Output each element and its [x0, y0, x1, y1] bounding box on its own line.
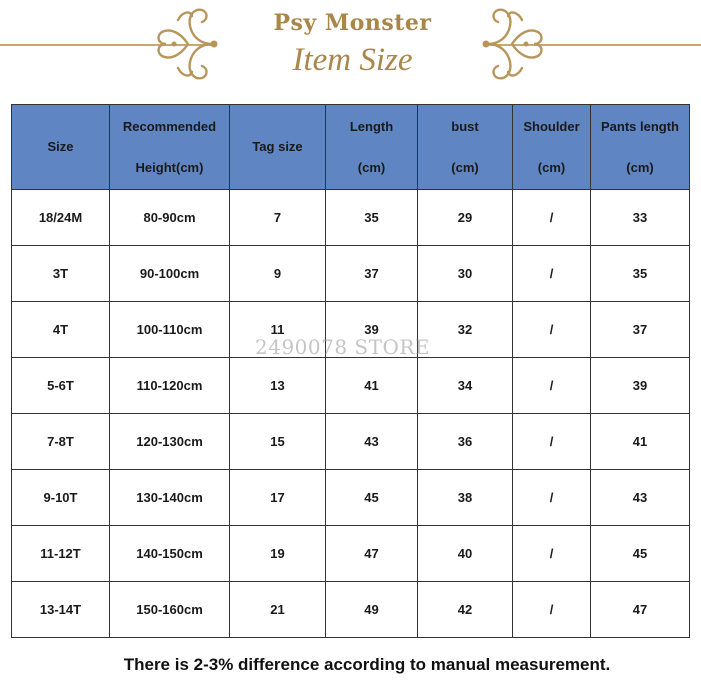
cell-bust: 30 — [418, 246, 513, 302]
table-row — [12, 246, 690, 302]
cell-pants-length: 45 — [591, 526, 690, 582]
cell-shoulder: / — [513, 246, 591, 302]
cell-bust: 29 — [418, 190, 513, 246]
header-tag-size: Tag size — [230, 105, 326, 190]
cell-pants-length: 35 — [591, 246, 690, 302]
cell-bust: 42 — [418, 582, 513, 638]
right-flourish-icon — [478, 2, 548, 86]
cell-bust: 38 — [418, 470, 513, 526]
cell-size: 5-6T — [12, 358, 110, 414]
cell-bust: 32 — [418, 302, 513, 358]
cell-size: 7-8T — [12, 414, 110, 470]
cell-bust: 40 — [418, 526, 513, 582]
measurement-footnote: There is 2-3% difference according to manual measurement. — [123, 655, 611, 674]
cell-size: 18/24M — [12, 190, 110, 246]
cell-length: 47 — [326, 526, 418, 582]
cell-size: 11-12T — [12, 526, 110, 582]
store-watermark: 2490078 STORE — [255, 335, 431, 359]
cell-height: 150-160cm — [110, 582, 230, 638]
cell-pants-length: 39 — [591, 358, 690, 414]
table-row — [12, 302, 690, 358]
header-bust: bust (cm) — [418, 105, 513, 190]
cell-length: 37 — [326, 246, 418, 302]
cell-pants-length: 43 — [591, 470, 690, 526]
header-shoulder: Shoulder (cm) — [513, 105, 591, 190]
size-chart-table — [11, 104, 690, 638]
cell-height: 90-100cm — [110, 246, 230, 302]
table-row — [12, 190, 690, 246]
cell-shoulder: / — [513, 526, 591, 582]
header-length: Length (cm) — [326, 105, 418, 190]
cell-shoulder: / — [513, 414, 591, 470]
cell-shoulder: / — [513, 190, 591, 246]
page-title: Item Size — [292, 42, 413, 78]
cell-tag-size: 11 — [230, 302, 326, 358]
table-header-row — [12, 105, 690, 190]
brand-name: Psy Monster — [273, 10, 432, 36]
cell-pants-length: 33 — [591, 190, 690, 246]
table-row — [12, 358, 690, 414]
cell-bust: 34 — [418, 358, 513, 414]
cell-tag-size: 9 — [230, 246, 326, 302]
cell-shoulder: / — [513, 302, 591, 358]
header-pants-length: Pants length (cm) — [591, 105, 690, 190]
cell-height: 100-110cm — [110, 302, 230, 358]
cell-length: 49 — [326, 582, 418, 638]
cell-tag-size: 7 — [230, 190, 326, 246]
cell-tag-size: 13 — [230, 358, 326, 414]
cell-bust: 36 — [418, 414, 513, 470]
header — [0, 0, 701, 95]
cell-pants-length: 41 — [591, 414, 690, 470]
cell-pants-length: 37 — [591, 302, 690, 358]
table-row — [12, 582, 690, 638]
cell-length: 39 — [326, 302, 418, 358]
cell-length: 43 — [326, 414, 418, 470]
cell-size: 3T — [12, 246, 110, 302]
cell-shoulder: / — [513, 582, 591, 638]
cell-shoulder: / — [513, 358, 591, 414]
cell-height: 120-130cm — [110, 414, 230, 470]
table-row — [12, 470, 690, 526]
cell-height: 130-140cm — [110, 470, 230, 526]
cell-size: 13-14T — [12, 582, 110, 638]
cell-tag-size: 15 — [230, 414, 326, 470]
cell-size: 9-10T — [12, 470, 110, 526]
cell-tag-size: 21 — [230, 582, 326, 638]
cell-tag-size: 17 — [230, 470, 326, 526]
table-row — [12, 414, 690, 470]
left-flourish-icon — [152, 2, 222, 86]
cell-height: 110-120cm — [110, 358, 230, 414]
header-recommended-height: Recommended Height(cm) — [110, 105, 230, 190]
header-size: Size — [12, 105, 110, 190]
cell-size: 4T — [12, 302, 110, 358]
cell-tag-size: 19 — [230, 526, 326, 582]
cell-height: 80-90cm — [110, 190, 230, 246]
cell-height: 140-150cm — [110, 526, 230, 582]
cell-length: 35 — [326, 190, 418, 246]
cell-pants-length: 47 — [591, 582, 690, 638]
cell-length: 45 — [326, 470, 418, 526]
table-row — [12, 526, 690, 582]
cell-shoulder: / — [513, 470, 591, 526]
cell-length: 41 — [326, 358, 418, 414]
